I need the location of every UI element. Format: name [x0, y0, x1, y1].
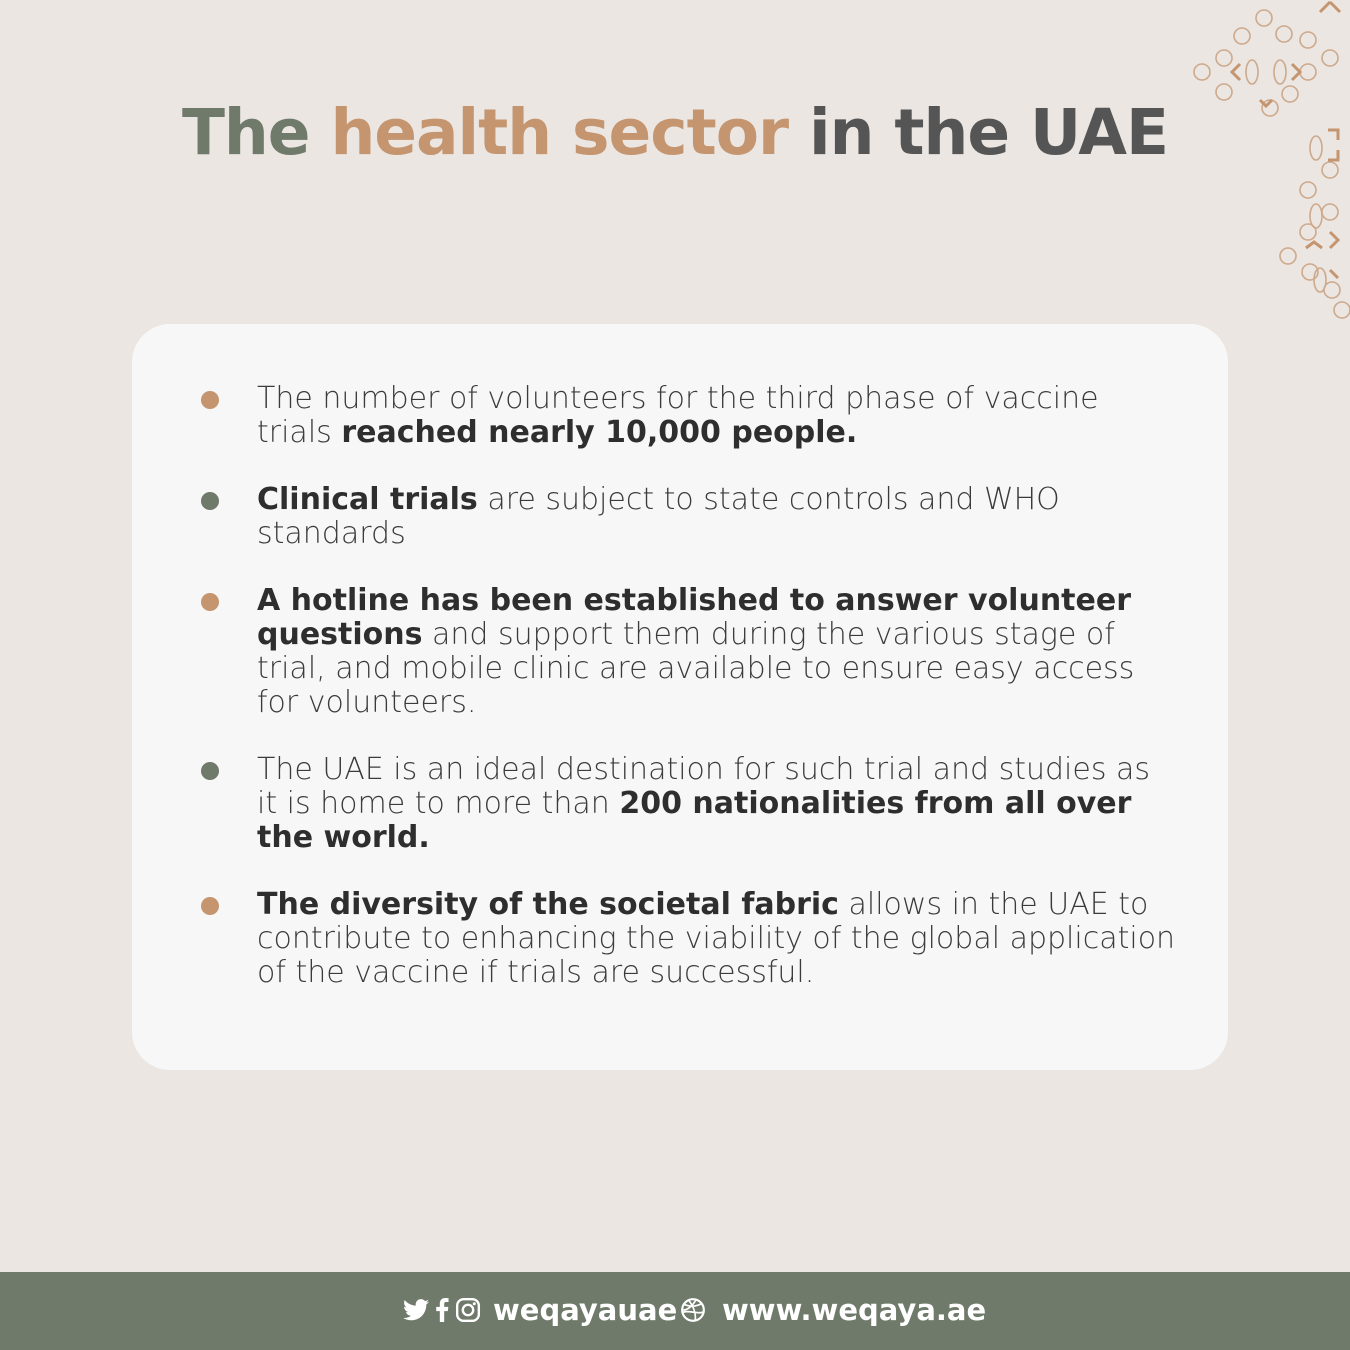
bullet-bold-text: The diversity of the societal fabric: [257, 887, 839, 922]
bullet-text: are subject to state controls and WHO standards: [257, 482, 1060, 551]
bullet-list: [132, 382, 1228, 1023]
bullet-item: [132, 888, 1228, 990]
bullet-text: and support them during the various stage of trial, and mobile clinic are available to ensure easy access for volunteers.: [257, 617, 1135, 720]
bullet-item: [132, 584, 1228, 720]
bullet-text: The UAE is an ideal destination for such trial and studies as it is home to more than: [257, 752, 1151, 821]
facebook-icon[interactable]: [435, 1298, 449, 1322]
bullet-text: allows in the UAE to contribute to enhancing the viability of the global application of the vaccine if trials are successful.: [257, 887, 1176, 990]
twitter-icon[interactable]: [403, 1299, 429, 1321]
bullet-dot: [201, 897, 219, 915]
website-link: [680, 1292, 986, 1328]
bullet-item: [132, 483, 1228, 551]
title-part-health-sector: health sector: [330, 96, 789, 169]
instagram-icon[interactable]: [455, 1297, 481, 1323]
bullet-text: The number of volunteers for the third phase of vaccine trials: [257, 381, 1099, 450]
page-title: [0, 96, 1350, 169]
bullet-dot: [201, 593, 219, 611]
bullet-bold-text: Clinical trials: [257, 482, 478, 517]
title-part-the: The: [181, 96, 331, 169]
bullet-dot: [201, 492, 219, 510]
social-links: [403, 1292, 677, 1328]
content-card: [132, 324, 1228, 1070]
social-handle[interactable]: weqayauae: [493, 1293, 678, 1327]
globe-icon: [680, 1297, 706, 1323]
website-url[interactable]: www.weqaya.ae: [722, 1293, 987, 1327]
bullet-item: [132, 753, 1228, 855]
bullet-dot: [201, 762, 219, 780]
bullet-bold-text: A hotline has been established to answer volunteer questions: [257, 583, 1132, 652]
bullet-dot: [201, 391, 219, 409]
bullet-bold-text: 200 nationalities from all over the world.: [257, 786, 1132, 855]
bullet-bold-text: reached nearly 10,000 people.: [341, 415, 858, 450]
footer-bar: [0, 1272, 1350, 1350]
bullet-item: [132, 382, 1228, 450]
title-part-in-the-uae: in the UAE: [788, 96, 1169, 169]
decorative-pattern-icon: [1180, 0, 1350, 330]
